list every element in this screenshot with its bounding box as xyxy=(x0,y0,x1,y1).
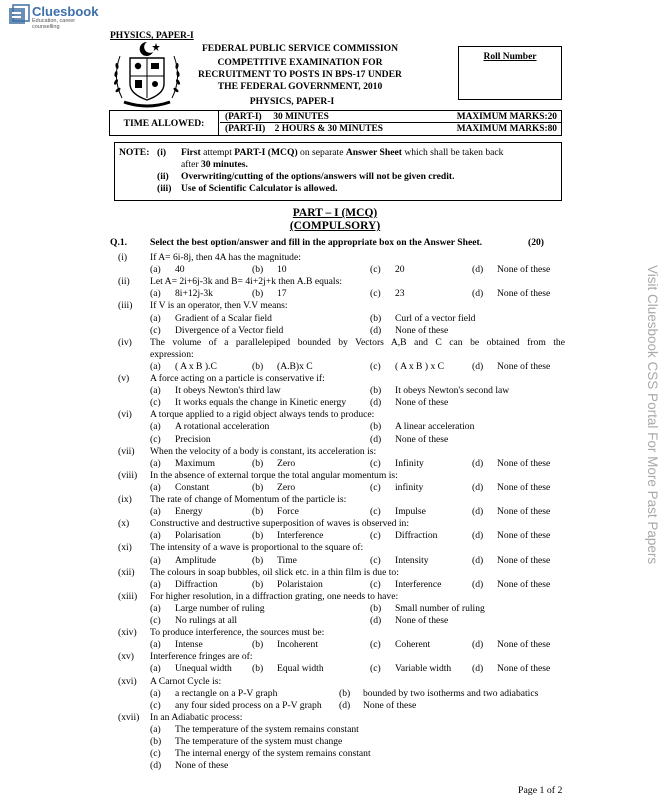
watermark-text: Visit Cluesbook CSS Portal For More Past Papers xyxy=(645,265,660,565)
header-line-3: RECRUITMENT TO POSTS IN BPS-17 UNDER xyxy=(198,69,402,80)
option-letter: (c) xyxy=(370,481,381,493)
option-text: Variable width xyxy=(395,663,452,675)
question-text: To produce interference, the sources must be: xyxy=(150,627,325,639)
option-letter: (c) xyxy=(370,663,381,675)
q1-marks: (20) xyxy=(528,237,544,248)
option-text: Coherent xyxy=(395,639,431,651)
option-text: None of these xyxy=(175,760,229,772)
option-letter: (b) xyxy=(370,312,382,324)
option-text: a rectangle on a P-V graph xyxy=(175,687,278,699)
option-text: Gradient of a Scalar field xyxy=(175,312,272,324)
option-text: Maximum xyxy=(175,457,215,469)
option-letter: (c) xyxy=(370,530,381,542)
option-letter: (c) xyxy=(370,554,381,566)
option-text: Interference xyxy=(395,578,442,590)
option-text: Diffraction xyxy=(395,530,438,542)
question-number: (x) xyxy=(118,518,130,530)
question-text: For higher resolution, in a diffraction grating, one needs to have: xyxy=(150,590,399,602)
option-text: Impulse xyxy=(395,506,426,518)
option-text: None of these xyxy=(363,699,417,711)
option-text: ( A x B ) x C xyxy=(395,360,445,372)
question-text: In the absence of external torque the total angular momentum is: xyxy=(150,469,398,481)
option-letter: (d) xyxy=(370,324,382,336)
option-letter: (d) xyxy=(370,433,382,445)
option-text: None of these xyxy=(497,554,551,566)
paper-tag: PHYSICS, PAPER-I xyxy=(110,31,194,41)
option-letter: (c) xyxy=(150,433,161,445)
option-text: ( A x B ).C xyxy=(175,360,217,372)
question-number: (xvii) xyxy=(118,711,140,723)
option-letter: (d) xyxy=(472,360,484,372)
option-text: Interference xyxy=(277,530,324,542)
option-letter: (a) xyxy=(150,360,161,372)
option-letter: (d) xyxy=(150,760,162,772)
option-letter: (b) xyxy=(252,457,264,469)
option-text: bounded by two isotherms and two adiabatics xyxy=(363,687,539,699)
page-number: Page 1 of 2 xyxy=(518,785,563,796)
option-text: any four sided process on a P-V graph xyxy=(175,699,322,711)
note-item-1: First attempt PART-I (MCQ) on separate Answer Sheet which shall be taken back xyxy=(181,147,504,158)
option-text: 23 xyxy=(395,288,405,300)
option-text: It works equals the change in Kinetic energy xyxy=(175,397,347,409)
option-text: The temperature of the system must change xyxy=(175,736,343,747)
option-text: None of these xyxy=(497,663,551,675)
option-letter: (b) xyxy=(252,288,264,300)
option-letter: (b) xyxy=(339,687,351,699)
question-text: If A= 6i-8j, then 4A has the magnitude: xyxy=(150,252,301,263)
option-text: Intense xyxy=(175,639,203,651)
option-text: 20 xyxy=(395,264,405,276)
option-letter: (b) xyxy=(370,385,382,397)
option-letter: (a) xyxy=(150,264,161,276)
question-number: (xiv) xyxy=(118,627,137,639)
option-text: Polaristaion xyxy=(277,578,323,590)
option-letter: (a) xyxy=(150,578,161,590)
question-text-cont: expression: xyxy=(150,348,194,360)
question-number: (vii) xyxy=(118,445,135,457)
option-letter: (a) xyxy=(150,687,161,699)
question-number: (ii) xyxy=(118,276,130,288)
logo-tagline: Education, career counselling xyxy=(32,18,76,30)
option-letter: (b) xyxy=(252,481,264,493)
option-text: Zero xyxy=(277,481,296,493)
option-letter: (b) xyxy=(252,360,264,372)
option-letter: (a) xyxy=(150,663,161,675)
option-text: 10 xyxy=(277,264,287,276)
option-letter: (b) xyxy=(252,639,264,651)
option-letter: (c) xyxy=(370,457,381,469)
option-letter: (a) xyxy=(150,481,161,493)
question-number: (xvi) xyxy=(118,675,137,687)
question-text: A Carnot Cycle is: xyxy=(150,675,222,687)
question-text: If V is an operator, then V.V means: xyxy=(150,300,288,312)
option-letter: (d) xyxy=(472,264,484,276)
roll-number-box xyxy=(458,46,562,100)
time-row-part2: (PART-II) 2 HOURS & 30 MINUTES MAXIMUM MARKS:80 xyxy=(225,124,557,134)
question-number: (i) xyxy=(118,252,128,263)
question-text: The rate of change of Momentum of the particle is: xyxy=(150,494,347,505)
watermark-side xyxy=(645,265,670,615)
question-text: The colours in soap bubbles, oil slick etc. in a thin film is due to: xyxy=(150,566,399,578)
option-text: None of these xyxy=(497,506,551,518)
option-text: It obeys Newton's second law xyxy=(395,385,510,397)
option-letter: (d) xyxy=(472,506,484,518)
option-letter: (c) xyxy=(150,324,161,336)
option-letter: (d) xyxy=(370,397,382,409)
option-text: None of these xyxy=(395,615,449,626)
option-letter: (c) xyxy=(370,506,381,518)
note-item-1-cont: after 30 minutes. xyxy=(181,159,248,170)
option-letter: (d) xyxy=(472,288,484,300)
time-row-part1: (PART-I) 30 MINUTES MAXIMUM MARKS:20 xyxy=(220,111,561,123)
option-text: None of these xyxy=(497,639,551,651)
option-letter: (c) xyxy=(150,615,161,626)
option-text: Large number of ruling xyxy=(175,602,265,614)
part-title: PART – I (MCQ) xyxy=(292,207,378,219)
option-text: None of these xyxy=(497,457,551,469)
option-letter: (a) xyxy=(150,602,161,614)
option-text: The temperature of the system remains constant xyxy=(175,723,359,735)
question-text: A torque applied to a rigid object always tends to produce: xyxy=(150,409,375,421)
option-letter: (a) xyxy=(150,457,161,469)
option-letter: (b) xyxy=(370,602,382,614)
q1-number: Q.1. xyxy=(110,237,128,248)
option-letter: (a) xyxy=(150,530,161,542)
option-text: Diffraction xyxy=(175,578,218,590)
question-number: (xi) xyxy=(118,542,132,554)
question-number: (xii) xyxy=(118,566,135,578)
option-text: None of these xyxy=(497,530,551,542)
option-text: Zero xyxy=(277,457,296,469)
question-number: (vi) xyxy=(118,409,132,421)
option-letter: (b) xyxy=(252,506,264,518)
question-number: (iii) xyxy=(118,300,133,312)
option-letter: (a) xyxy=(150,385,161,397)
option-text: None of these xyxy=(395,433,449,445)
option-letter: (a) xyxy=(150,421,161,433)
option-letter: (b) xyxy=(252,578,264,590)
option-text: Precision xyxy=(175,433,211,445)
note-num-1: (i) xyxy=(157,147,167,158)
option-letter: (d) xyxy=(339,699,351,711)
question-number: (v) xyxy=(118,373,130,384)
option-letter: (c) xyxy=(370,288,381,300)
note-label: NOTE: xyxy=(119,147,150,158)
option-text: A linear acceleration xyxy=(395,421,475,433)
note-num-3: (iii) xyxy=(157,183,172,194)
option-letter: (c) xyxy=(150,397,161,409)
option-text: A rotational acceleration xyxy=(175,421,270,433)
cluesbook-logo[interactable] xyxy=(6,2,99,30)
option-text: Polarisation xyxy=(175,530,221,542)
header-line-1: FEDERAL PUBLIC SERVICE COMMISSION xyxy=(201,43,399,54)
option-letter: (a) xyxy=(150,723,161,735)
part-subtitle: (COMPULSORY) xyxy=(289,220,381,232)
option-text: None of these xyxy=(497,481,551,493)
option-text: Intensity xyxy=(395,554,429,566)
note-item-2: Overwriting/cutting of the options/answers will not be given credit. xyxy=(181,171,455,182)
logo-name: Cluesbook xyxy=(32,4,99,19)
question-number: (ix) xyxy=(118,494,132,505)
option-text: None of these xyxy=(395,324,449,336)
q1-instruction: Select the best option/answer and fill in the appropriate box on the Answer Sheet. xyxy=(150,237,483,248)
option-text: Force xyxy=(277,506,299,518)
note-item-3: Use of Scientific Calculator is allowed. xyxy=(181,183,338,194)
option-text: Amplitude xyxy=(175,554,217,566)
header-line-2: COMPETITIVE EXAMINATION FOR xyxy=(217,57,383,68)
option-letter: (b) xyxy=(150,736,162,747)
option-text: Constant xyxy=(175,481,210,493)
option-letter: (c) xyxy=(150,748,161,760)
option-text: Energy xyxy=(175,506,203,518)
question-number: (viii) xyxy=(118,469,138,481)
option-text: None of these xyxy=(497,264,551,276)
option-text: None of these xyxy=(497,360,551,372)
option-letter: (a) xyxy=(150,554,161,566)
option-text: Equal width xyxy=(277,663,324,675)
option-letter: (b) xyxy=(370,421,382,433)
question-number: (iv) xyxy=(118,336,132,348)
option-text: 17 xyxy=(277,288,287,300)
option-text: Incoherent xyxy=(277,639,319,651)
option-text: Divergence of a Vector field xyxy=(175,324,284,336)
question-number: (xv) xyxy=(118,651,134,663)
option-text: None of these xyxy=(395,397,449,409)
option-text: No rulings at all xyxy=(175,615,238,626)
roll-number-label: Roll Number xyxy=(483,52,537,62)
option-letter: (d) xyxy=(472,554,484,566)
time-allowed-table xyxy=(109,110,562,136)
option-letter: (b) xyxy=(252,554,264,566)
option-letter: (d) xyxy=(472,578,484,590)
question-text: When the velocity of a body is constant, its acceleration is: xyxy=(150,445,377,457)
option-text: 8i+12j-3k xyxy=(175,288,213,300)
option-letter: (d) xyxy=(472,481,484,493)
question-text: The volume of a parallelepiped bounded by Vectors A,B and C can be obtained from the xyxy=(150,336,565,348)
option-text: Infinity xyxy=(395,457,424,469)
option-letter: (c) xyxy=(370,639,381,651)
option-letter: (d) xyxy=(472,663,484,675)
option-letter: (a) xyxy=(150,639,161,651)
cluesbook-logo-icon xyxy=(6,2,32,28)
option-letter: (a) xyxy=(150,506,161,518)
option-text: (A.B)x C xyxy=(277,360,313,372)
question-text: Interference fringes are of: xyxy=(150,651,253,663)
government-emblem-icon xyxy=(110,38,184,112)
option-letter: (b) xyxy=(252,663,264,675)
option-letter: (d) xyxy=(370,615,382,626)
option-text: 40 xyxy=(175,264,185,276)
option-text: It obeys Newton's third law xyxy=(175,385,281,397)
option-letter: (c) xyxy=(370,360,381,372)
option-letter: (a) xyxy=(150,288,161,300)
option-text: Curl of a vector field xyxy=(395,312,476,324)
header-line-5: PHYSICS, PAPER-I xyxy=(249,96,335,107)
option-text: None of these xyxy=(497,288,551,300)
question-text: Let A= 2i+6j-3k and B= 4i+2j+k then A.B equals: xyxy=(150,276,342,288)
question-number: (xiii) xyxy=(118,590,138,602)
option-text: infinity xyxy=(395,481,424,493)
option-letter: (d) xyxy=(472,639,484,651)
question-text: Constructive and destructive superposition of waves is observed in: xyxy=(150,518,409,530)
question-text: The intensity of a wave is proportional to the square of: xyxy=(150,542,364,554)
option-text: Small number of ruling xyxy=(395,602,485,614)
header-line-4: THE FEDERAL GOVERNMENT, 2010 xyxy=(217,81,383,92)
time-allowed-label: TIME ALLOWED: xyxy=(110,111,219,135)
option-letter: (d) xyxy=(472,530,484,542)
option-text: None of these xyxy=(497,578,551,590)
option-letter: (b) xyxy=(252,530,264,542)
option-letter: (c) xyxy=(150,699,161,711)
option-letter: (a) xyxy=(150,312,161,324)
option-letter: (b) xyxy=(252,264,264,276)
note-box xyxy=(114,142,562,201)
option-letter: (d) xyxy=(472,457,484,469)
question-text: In an Adiabatic process: xyxy=(150,711,243,723)
option-text: The internal energy of the system remains constant xyxy=(175,748,371,760)
option-letter: (c) xyxy=(370,578,381,590)
option-text: Time xyxy=(277,554,297,566)
question-text: A force acting on a particle is conservative if: xyxy=(150,373,325,384)
option-text: Unequal width xyxy=(175,663,232,675)
note-num-2: (ii) xyxy=(157,171,169,182)
option-letter: (c) xyxy=(370,264,381,276)
